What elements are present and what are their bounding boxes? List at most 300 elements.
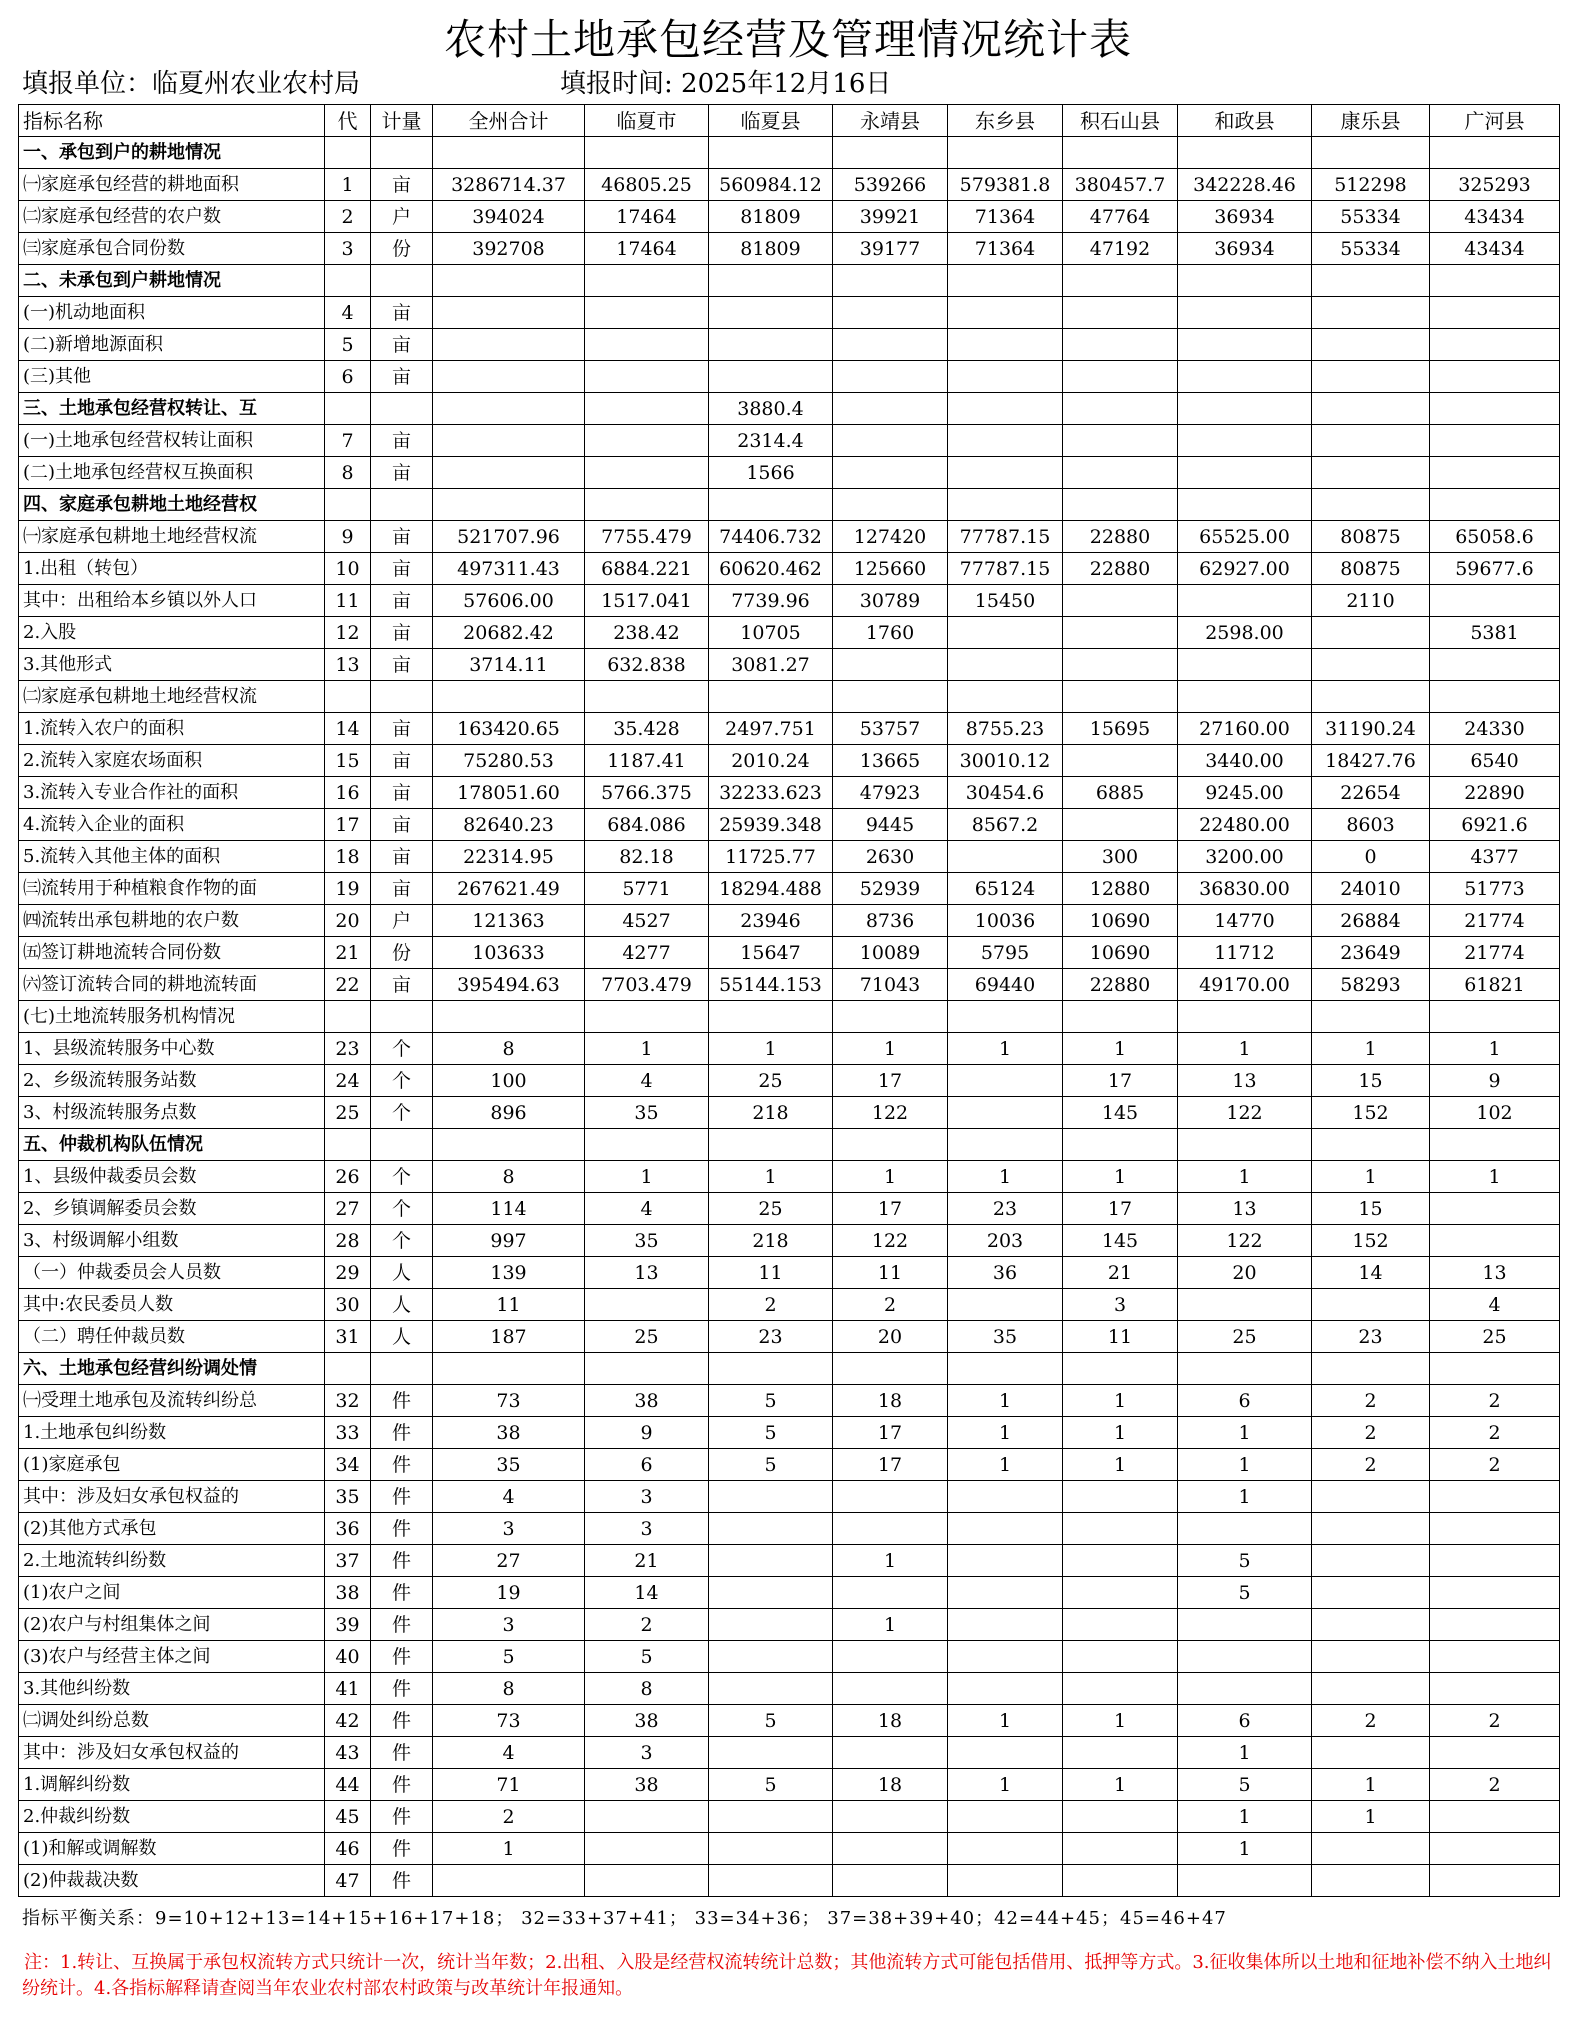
value-cell [1312,425,1430,457]
indicator-name: ㈠家庭承包耕地土地经营权流 [19,521,325,553]
value-cell [1430,393,1560,425]
value-cell: 11 [1063,1321,1178,1353]
column-header: 计量 [371,105,433,137]
value-cell [948,1609,1063,1641]
value-cell: 22880 [1063,553,1178,585]
value-cell [948,457,1063,489]
value-cell: 82.18 [585,841,709,873]
value-cell: 8567.2 [948,809,1063,841]
value-cell: 1 [709,1161,833,1193]
value-cell: 4 [585,1193,709,1225]
value-cell: 100 [433,1065,585,1097]
value-cell: 203 [948,1225,1063,1257]
value-cell: 8 [585,1673,709,1705]
value-cell [948,1513,1063,1545]
table-row [19,1545,1560,1577]
value-cell [433,1129,585,1161]
value-cell: 49170.00 [1178,969,1312,1001]
value-cell: 127420 [833,521,948,553]
value-cell: 22654 [1312,777,1430,809]
column-header: 临夏县 [709,105,833,137]
row-unit: 件 [371,1385,433,1417]
row-unit [371,489,433,521]
row-code: 38 [325,1577,371,1609]
value-cell: 6921.6 [1430,809,1560,841]
value-cell: 1 [1178,1833,1312,1865]
value-cell: 539266 [833,169,948,201]
value-cell [709,265,833,297]
value-cell: 1 [833,1033,948,1065]
row-unit: 亩 [371,713,433,745]
table-row [19,617,1560,649]
row-code: 40 [325,1641,371,1673]
indicator-name: 1.土地承包纠纷数 [19,1417,325,1449]
value-cell: 122 [833,1225,948,1257]
row-code: 5 [325,329,371,361]
value-cell: 1 [1178,1801,1312,1833]
row-code [325,1001,371,1033]
value-cell [1430,1865,1560,1897]
indicator-name: ㈠受理土地承包及流转纠纷总 [19,1385,325,1417]
table-row [19,265,1560,297]
value-cell: 2497.751 [709,713,833,745]
row-unit: 件 [371,1481,433,1513]
value-cell: 8736 [833,905,948,937]
value-cell [948,1545,1063,1577]
value-cell [709,297,833,329]
indicator-name: 3.流转入专业合作社的面积 [19,777,325,809]
value-cell [585,1289,709,1321]
value-cell [1312,1673,1430,1705]
row-code: 3 [325,233,371,265]
value-cell [1430,265,1560,297]
value-cell: 5 [1178,1577,1312,1609]
column-header: 指标名称 [19,105,325,137]
value-cell: 59677.6 [1430,553,1560,585]
row-code [325,489,371,521]
row-unit: 个 [371,1033,433,1065]
value-cell [1312,489,1430,521]
value-cell: 187 [433,1321,585,1353]
row-unit: 件 [371,1673,433,1705]
value-cell: 6884.221 [585,553,709,585]
indicator-name: (七)土地流转服务机构情况 [19,1001,325,1033]
row-code: 23 [325,1033,371,1065]
value-cell: 25 [709,1193,833,1225]
value-cell: 21774 [1430,937,1560,969]
value-cell [1063,1129,1178,1161]
value-cell: 102 [1430,1097,1560,1129]
row-unit: 亩 [371,649,433,681]
value-cell: 2 [1430,1449,1560,1481]
value-cell: 2 [1312,1449,1430,1481]
value-cell [948,361,1063,393]
value-cell [1430,649,1560,681]
value-cell [948,1673,1063,1705]
value-cell: 25939.348 [709,809,833,841]
value-cell: 35 [585,1097,709,1129]
value-cell: 15647 [709,937,833,969]
row-unit [371,1129,433,1161]
value-cell [1312,1481,1430,1513]
value-cell [948,1289,1063,1321]
value-cell [1430,297,1560,329]
table-row [19,905,1560,937]
indicator-name: 5.流转入其他主体的面积 [19,841,325,873]
value-cell: 122 [833,1097,948,1129]
value-cell: 2 [1312,1385,1430,1417]
indicator-name: 三、土地承包经营权转让、互 [19,393,325,425]
value-cell: 8603 [1312,809,1430,841]
value-cell [948,393,1063,425]
row-code: 18 [325,841,371,873]
value-cell: 4 [585,1065,709,1097]
value-cell: 27 [433,1545,585,1577]
value-cell [1430,1609,1560,1641]
row-code: 20 [325,905,371,937]
table-row [19,1609,1560,1641]
value-cell: 560984.12 [709,169,833,201]
value-cell [433,1865,585,1897]
indicator-name: 二、未承包到户耕地情况 [19,265,325,297]
value-cell: 21774 [1430,905,1560,937]
indicator-name: 四、家庭承包耕地土地经营权 [19,489,325,521]
indicator-name: (2)其他方式承包 [19,1513,325,1545]
table-row [19,1449,1560,1481]
indicator-name: 2.入股 [19,617,325,649]
value-cell: 5 [709,1705,833,1737]
indicator-name: 2、乡级流转服务站数 [19,1065,325,1097]
indicator-name: (2)农户与村组集体之间 [19,1609,325,1641]
indicator-name: 1、县级仲裁委员会数 [19,1161,325,1193]
value-cell [1430,1673,1560,1705]
row-code: 27 [325,1193,371,1225]
value-cell: 51773 [1430,873,1560,905]
value-cell: 21 [1063,1257,1178,1289]
value-cell [833,1801,948,1833]
value-cell [1312,1129,1430,1161]
row-code: 35 [325,1481,371,1513]
value-cell: 18 [833,1705,948,1737]
row-unit: 亩 [371,361,433,393]
table-row [19,1481,1560,1513]
table-row [19,233,1560,265]
value-cell [1063,617,1178,649]
value-cell: 10705 [709,617,833,649]
value-cell [948,1353,1063,1385]
value-cell: 152 [1312,1225,1430,1257]
value-cell [1178,393,1312,425]
value-cell: 36830.00 [1178,873,1312,905]
table-row [19,489,1560,521]
value-cell: 47923 [833,777,948,809]
table-row [19,137,1560,169]
value-cell: 27160.00 [1178,713,1312,745]
value-cell: 35 [433,1449,585,1481]
table-row [19,1417,1560,1449]
value-cell: 75280.53 [433,745,585,777]
row-code: 24 [325,1065,371,1097]
indicator-name: 3.其他纠纷数 [19,1673,325,1705]
value-cell: 71364 [948,201,1063,233]
value-cell [833,329,948,361]
value-cell: 896 [433,1097,585,1129]
value-cell: 1 [1063,1385,1178,1417]
value-cell [585,1129,709,1161]
value-cell [1430,1833,1560,1865]
value-cell: 152 [1312,1097,1430,1129]
column-header: 东乡县 [948,105,1063,137]
indicator-name: (二)新增地源面积 [19,329,325,361]
row-code: 46 [325,1833,371,1865]
row-unit: 件 [371,1577,433,1609]
row-unit: 人 [371,1257,433,1289]
row-unit: 亩 [371,425,433,457]
value-cell: 5 [433,1641,585,1673]
value-cell: 17 [1063,1193,1178,1225]
value-cell: 23 [1312,1321,1430,1353]
value-cell [948,425,1063,457]
value-cell: 2314.4 [709,425,833,457]
row-unit: 亩 [371,777,433,809]
value-cell [1063,1545,1178,1577]
value-cell [1063,585,1178,617]
table-row [19,1513,1560,1545]
value-cell: 1 [833,1609,948,1641]
indicator-name: (1)农户之间 [19,1577,325,1609]
value-cell [1178,1513,1312,1545]
row-unit: 件 [371,1545,433,1577]
value-cell [833,457,948,489]
value-cell: 10690 [1063,937,1178,969]
value-cell [585,265,709,297]
value-cell [1430,1193,1560,1225]
row-unit: 亩 [371,457,433,489]
value-cell [948,265,1063,297]
value-cell: 3 [1063,1289,1178,1321]
row-code: 36 [325,1513,371,1545]
value-cell: 380457.7 [1063,169,1178,201]
row-code: 30 [325,1289,371,1321]
indicator-name: 其中：涉及妇女承包权益的 [19,1481,325,1513]
value-cell [1178,329,1312,361]
row-code: 13 [325,649,371,681]
value-cell: 5 [1178,1769,1312,1801]
value-cell [1178,361,1312,393]
value-cell [433,681,585,713]
row-unit: 个 [371,1193,433,1225]
table-row [19,169,1560,201]
value-cell [1178,1673,1312,1705]
value-cell: 1566 [709,457,833,489]
indicator-name: 2、乡镇调解委员会数 [19,1193,325,1225]
value-cell [1430,1353,1560,1385]
value-cell: 73 [433,1705,585,1737]
value-cell: 11 [833,1257,948,1289]
value-cell [1063,489,1178,521]
value-cell: 1760 [833,617,948,649]
value-cell [1430,489,1560,521]
value-cell [948,1065,1063,1097]
indicator-name: ㈤签订耕地流转合同份数 [19,937,325,969]
value-cell [1178,457,1312,489]
value-cell [1312,1001,1430,1033]
value-cell: 8 [433,1161,585,1193]
value-cell [1063,1865,1178,1897]
value-cell [833,649,948,681]
value-cell: 5 [709,1385,833,1417]
value-cell: 2 [709,1289,833,1321]
value-cell [585,1001,709,1033]
value-cell [833,489,948,521]
value-cell [1063,1513,1178,1545]
value-cell [1312,1833,1430,1865]
value-cell: 139 [433,1257,585,1289]
value-cell: 9245.00 [1178,777,1312,809]
table-row [19,649,1560,681]
row-unit: 件 [371,1513,433,1545]
value-cell [709,1001,833,1033]
row-unit: 件 [371,1769,433,1801]
value-cell: 10036 [948,905,1063,937]
row-unit: 亩 [371,969,433,1001]
value-cell [433,265,585,297]
value-cell: 4 [433,1481,585,1513]
table-row [19,681,1560,713]
footnote: 注：1.转让、互换属于承包权流转方式只统计一次，统计当年数；2.出租、入股是经营权流转统计总数；其他流转方式可能包括借用、抵押等方式。3.征收集体所以土地和征地补偿不纳入土地纠纷统计。4.各指标解释请查阅当年农业农村部农村政策与改革统计年报通知。 [22,1952,1552,1999]
value-cell: 22880 [1063,969,1178,1001]
row-unit: 亩 [371,297,433,329]
row-code: 29 [325,1257,371,1289]
table-row [19,1737,1560,1769]
value-cell [1178,1353,1312,1385]
value-cell: 17 [1063,1065,1178,1097]
row-unit: 亩 [371,873,433,905]
row-code: 25 [325,1097,371,1129]
table-row [19,1801,1560,1833]
value-cell [1063,393,1178,425]
value-cell: 47764 [1063,201,1178,233]
value-cell: 80875 [1312,521,1430,553]
table-row [19,1033,1560,1065]
value-cell: 145 [1063,1225,1178,1257]
value-cell: 4377 [1430,841,1560,873]
value-cell: 1 [709,1033,833,1065]
value-cell [948,681,1063,713]
row-unit: 件 [371,1705,433,1737]
value-cell: 392708 [433,233,585,265]
value-cell: 2 [833,1289,948,1321]
value-cell [433,425,585,457]
value-cell: 3 [433,1609,585,1641]
value-cell: 6 [1178,1385,1312,1417]
indicator-name: 3、村级流转服务点数 [19,1097,325,1129]
value-cell [948,1833,1063,1865]
value-cell: 163420.65 [433,713,585,745]
row-unit: 个 [371,1065,433,1097]
value-cell [1312,649,1430,681]
row-unit: 户 [371,201,433,233]
value-cell: 2110 [1312,585,1430,617]
value-cell [948,1097,1063,1129]
value-cell: 178051.60 [433,777,585,809]
table-row [19,1001,1560,1033]
value-cell [585,137,709,169]
value-cell [585,425,709,457]
row-code: 31 [325,1321,371,1353]
value-cell: 4 [1430,1289,1560,1321]
value-cell [1430,425,1560,457]
value-cell: 17464 [585,233,709,265]
value-cell [1063,1609,1178,1641]
value-cell: 1 [433,1833,585,1865]
value-cell [1063,1481,1178,1513]
table-row [19,1673,1560,1705]
value-cell: 1 [948,1769,1063,1801]
value-cell: 1 [833,1545,948,1577]
value-cell: 1 [1430,1033,1560,1065]
value-cell: 39921 [833,201,948,233]
value-cell [948,329,1063,361]
value-cell [1063,297,1178,329]
value-cell: 23 [709,1321,833,1353]
value-cell [1178,1129,1312,1161]
value-cell: 8755.23 [948,713,1063,745]
value-cell: 65058.6 [1430,521,1560,553]
table-row [19,1769,1560,1801]
value-cell [433,297,585,329]
value-cell: 25 [709,1065,833,1097]
value-cell: 1 [1430,1161,1560,1193]
value-cell [833,681,948,713]
value-cell: 30010.12 [948,745,1063,777]
value-cell [709,1353,833,1385]
value-cell [585,1833,709,1865]
value-cell [1312,1513,1430,1545]
value-cell: 1 [1178,1481,1312,1513]
value-cell: 5381 [1430,617,1560,649]
value-cell: 30789 [833,585,948,617]
row-code: 8 [325,457,371,489]
value-cell [1063,1737,1178,1769]
value-cell [1178,585,1312,617]
value-cell [1430,1129,1560,1161]
table-row [19,1865,1560,1897]
value-cell: 3 [585,1737,709,1769]
value-cell: 521707.96 [433,521,585,553]
value-cell: 3440.00 [1178,745,1312,777]
value-cell [833,1673,948,1705]
table-row [19,937,1560,969]
value-cell: 22314.95 [433,841,585,873]
value-cell: 121363 [433,905,585,937]
value-cell [433,361,585,393]
value-cell: 18 [833,1385,948,1417]
row-code: 14 [325,713,371,745]
row-code: 19 [325,873,371,905]
value-cell: 1 [1178,1417,1312,1449]
value-cell: 39177 [833,233,948,265]
value-cell [1312,1289,1430,1321]
value-cell [709,1481,833,1513]
value-cell: 65124 [948,873,1063,905]
row-unit: 件 [371,1609,433,1641]
value-cell: 6885 [1063,777,1178,809]
value-cell [433,1353,585,1385]
value-cell: 218 [709,1097,833,1129]
row-code: 21 [325,937,371,969]
indicator-name: 2.流转入家庭农场面积 [19,745,325,777]
